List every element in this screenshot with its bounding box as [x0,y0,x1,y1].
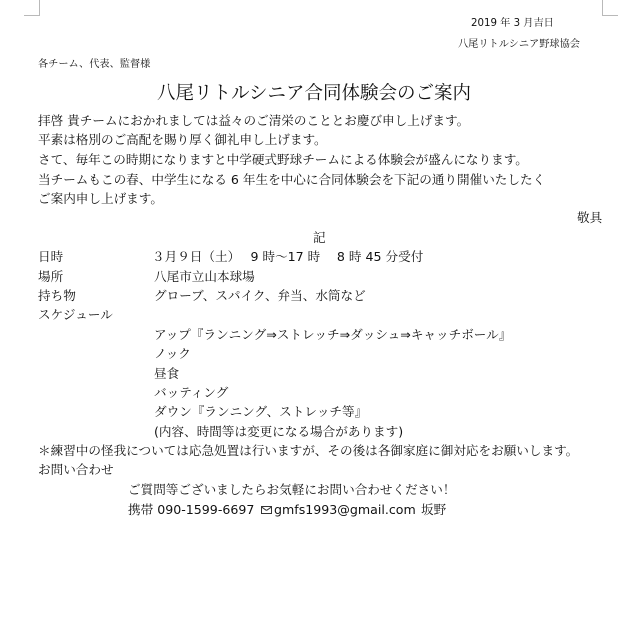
contact-phone: 携帯 090-1599-6697 [128,502,255,517]
schedule-label: スケジュール [38,307,113,322]
document-date: 2019 年 3 月吉日 [471,18,554,29]
recipients: 各チーム、代表、監督様 [38,59,151,70]
schedule-item: アップ『ランニング⇒ストレッチ⇒ダッシュ⇒キャッチボール』 [154,327,512,342]
contact-label: お問い合わせ [38,462,114,477]
date-label: 日時 [38,249,64,264]
ki-heading: 記 [313,230,326,245]
contact-email[interactable]: gmfs1993@gmail.com [274,502,416,517]
envelope-icon [261,506,272,514]
body-line-1: 拝啓 貴チームにおかれましては益々のご清栄のこととお慶び申し上げます。 [38,113,470,128]
crop-mark-right-vertical [602,0,603,15]
body-line-3: さて、毎年この時期になりますと中学硬式野球チームによる体験会が盛んになります。 [38,152,528,167]
crop-mark-right-horizontal [602,15,618,16]
date-value: ３月９日（土） 9 時～17 時 8 時 45 分受付 [152,249,424,264]
place-value: 八尾市立山本球場 [154,269,255,284]
items-value: グローブ、スパイク、弁当、水筒など [154,288,366,303]
schedule-item: 昼食 [154,366,180,381]
place-label: 場所 [38,269,64,284]
schedule-item: ダウン『ランニング、ストレッチ等』 [154,404,368,419]
items-label: 持ち物 [38,288,76,303]
schedule-item: ノック [154,346,191,361]
closing-keigu: 敬具 [577,210,603,225]
injury-note: ＊練習中の怪我については応急処置は行いますが、その後は各御家庭に御対応をお願いします。 [38,443,579,458]
contact-message: ご質問等ございましたらお気軽にお問い合わせください！ [128,482,456,497]
contact-person: 坂野 [421,502,447,517]
contact-email-line [261,501,416,519]
sender-organization: 八尾リトルシニア野球協会 [458,39,580,50]
document-title: 八尾リトルシニア合同体験会のご案内 [157,83,472,104]
body-line-4: 当チームもこの春、中学生になる 6 年生を中心に合同体験会を下記の通り開催いたしたく [38,172,546,187]
schedule-item: バッティング [154,385,229,400]
crop-mark-left-horizontal [24,15,40,16]
schedule-note: (内容、時間等は変更になる場合があります) [154,424,404,439]
body-line-5: ご案内申し上げます。 [38,191,163,206]
body-line-2: 平素は格別のご高配を賜り厚く御礼申し上げます。 [38,132,327,147]
crop-mark-left-vertical [39,0,40,15]
